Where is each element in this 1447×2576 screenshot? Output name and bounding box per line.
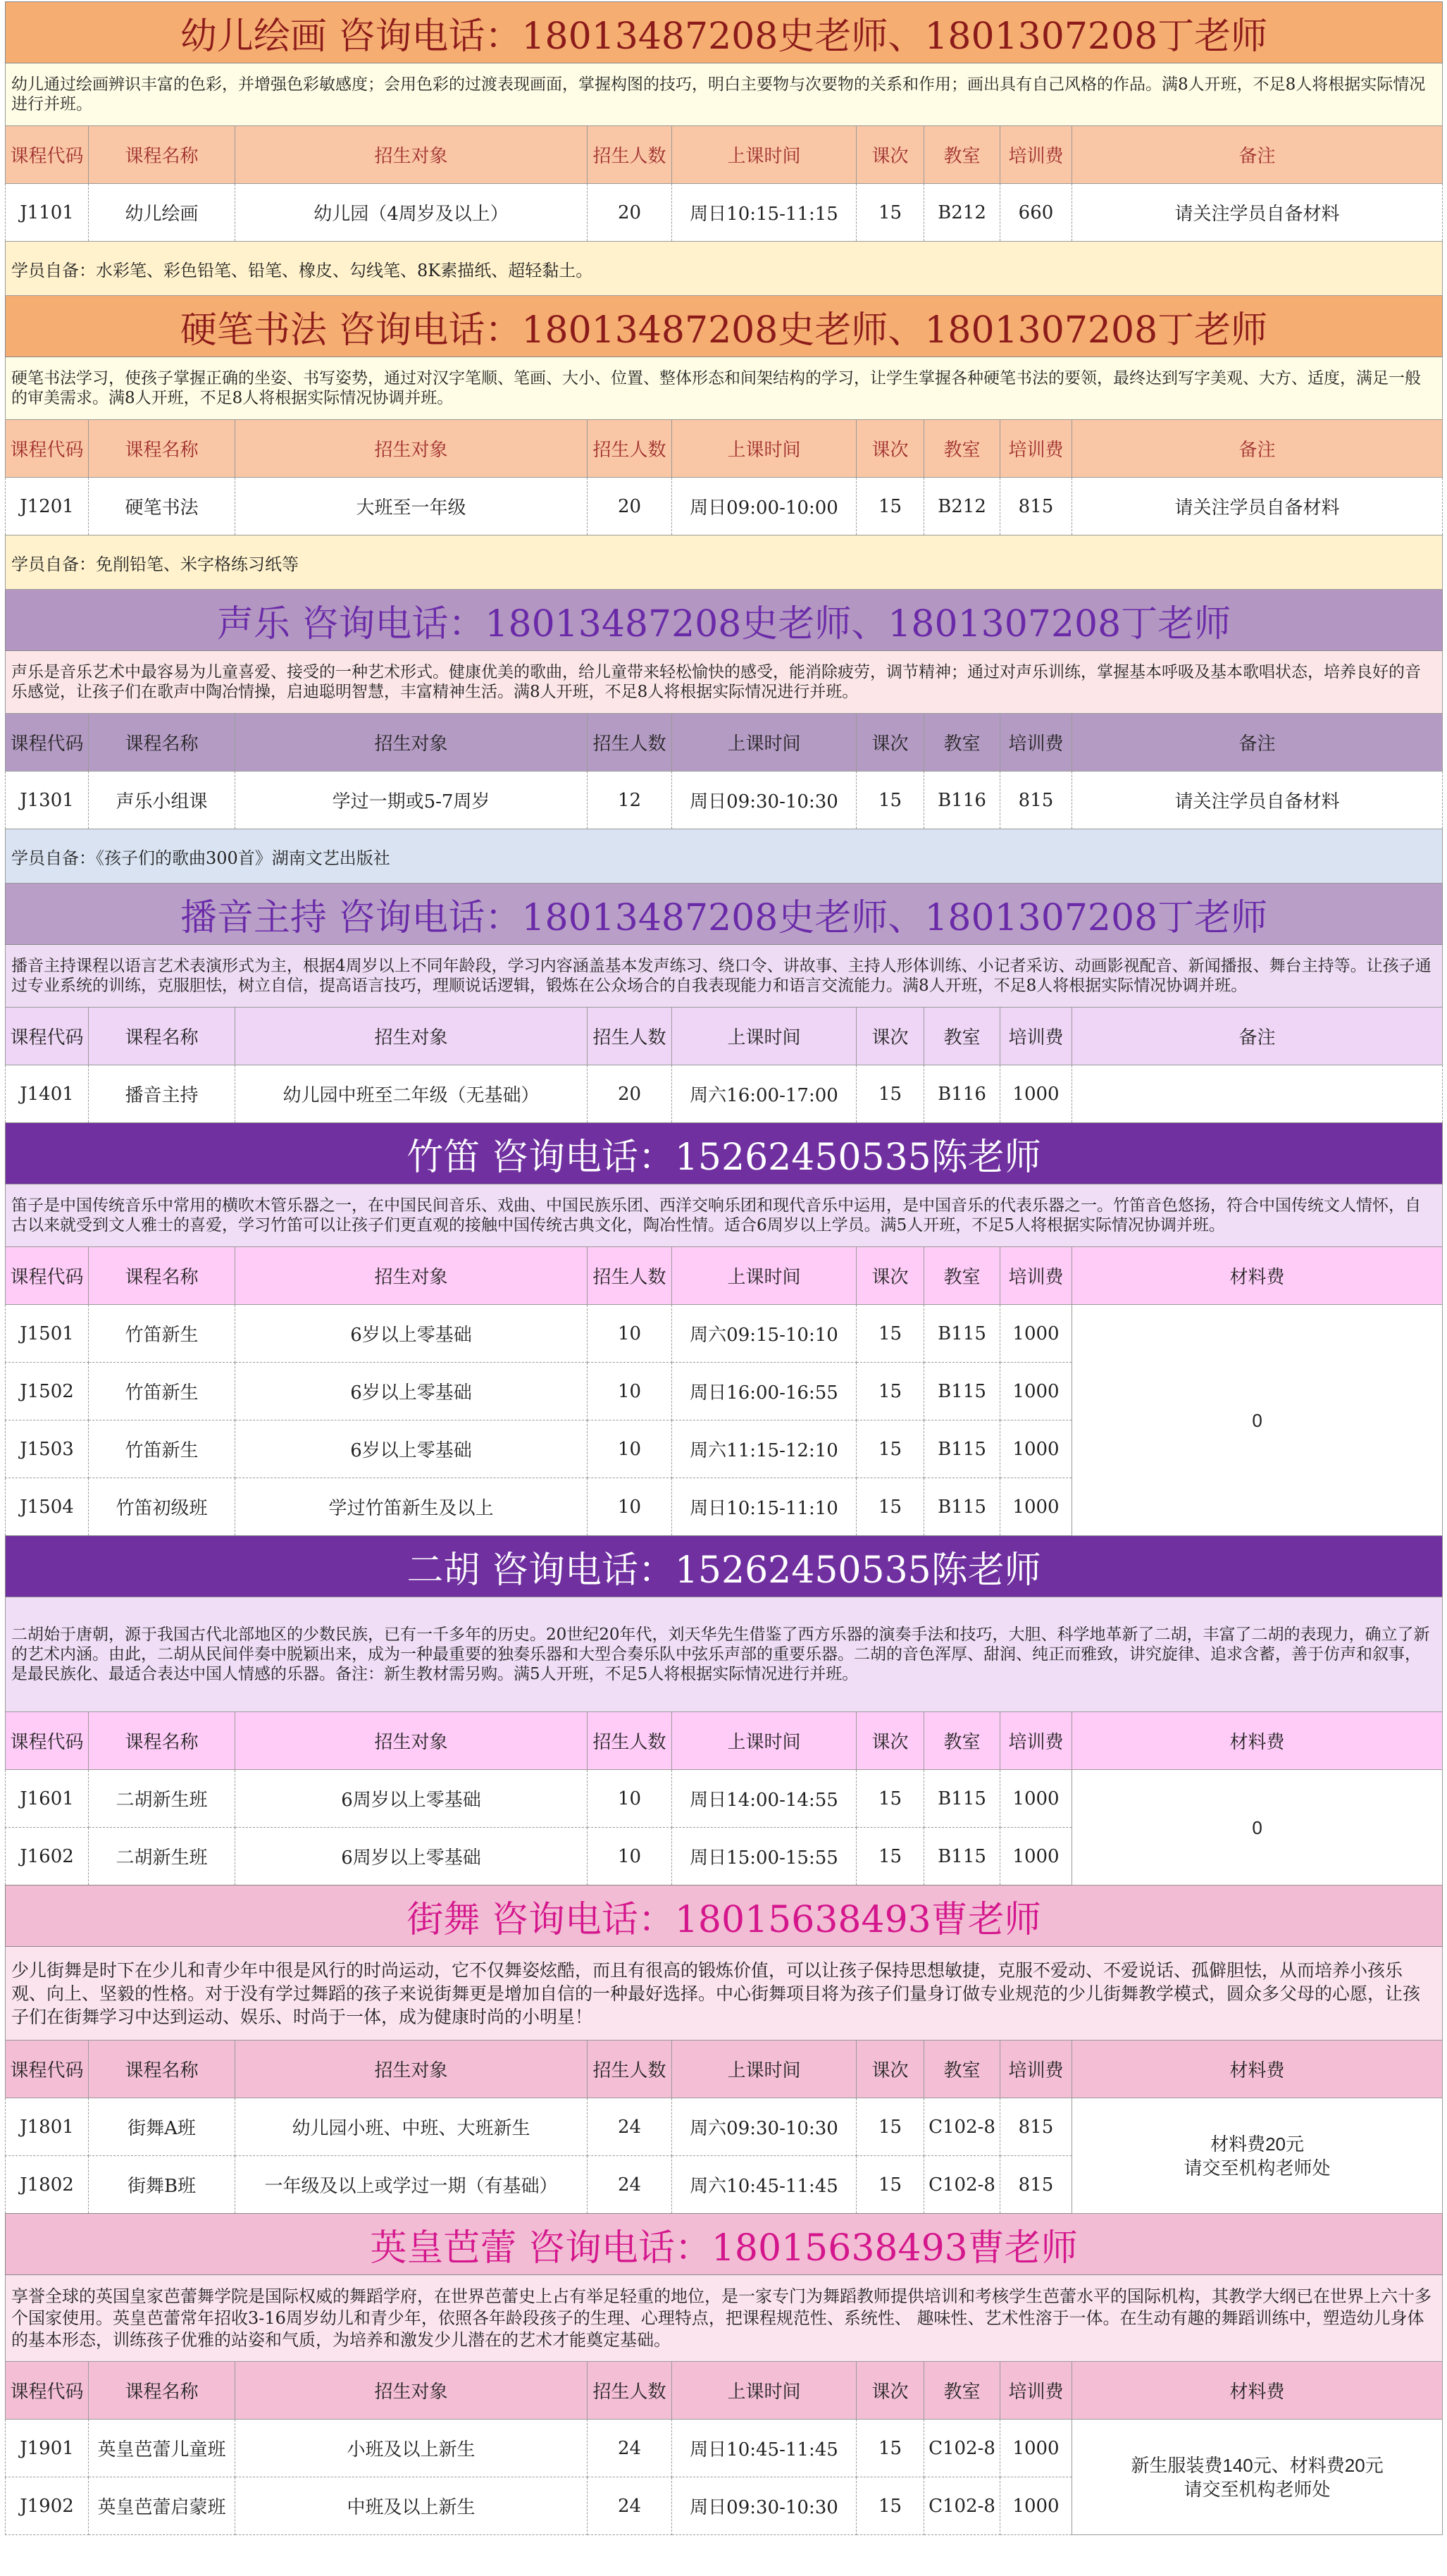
course-lessons: 15 <box>857 1065 924 1123</box>
section-desc-ballet: 享誉全球的英国皇家芭蕾舞学院是国际权威的舞蹈学府，在世界芭蕾史上占有举足轻重的地位，是一家专门为舞蹈教师提供培训和考核学生芭蕾水平的国际机构，其教学大纲已在世界上六十多个国家使用。英皇芭蕾常年招收3-16周岁幼儿和青少年，依照各年龄段孩子的生理、心理特点，把课程规范性、系统性、 趣味性、艺术性溶于一体。在生动有趣的舞蹈训练中，塑造幼儿身体的基本形态，训练孩子优雅的站姿和气质，为培养和激发少儿潜在的艺术才能奠定基础。 <box>6 2275 1443 2362</box>
header-name: 课程名称 <box>89 1712 235 1770</box>
header-time: 上课时间 <box>672 2362 857 2420</box>
table-row <box>6 772 1443 829</box>
course-time: 周日10:45-11:45 <box>672 2420 857 2477</box>
course-room: B115 <box>924 1770 1000 1828</box>
header-material: 材料费 <box>1072 2041 1443 2098</box>
table-row <box>6 1305 1443 1363</box>
course-room: B115 <box>924 1478 1000 1536</box>
course-target: 幼儿园中班至二年级（无基础） <box>235 1065 588 1123</box>
material-line: 请交至机构老师处 <box>1184 2478 1331 2500</box>
material-fee-ballet <box>1072 2420 1443 2535</box>
header-count: 招生人数 <box>588 126 672 184</box>
course-name: 英皇芭蕾儿童班 <box>89 2420 235 2477</box>
section-note-calligraphy: 学员自备：免削铅笔、米字格练习纸等 <box>6 535 1443 590</box>
course-room: C102-8 <box>924 2477 1000 2535</box>
course-room: C102-8 <box>924 2420 1000 2477</box>
header-name: 课程名称 <box>89 714 235 772</box>
course-fee: 1000 <box>1000 2477 1072 2535</box>
course-count: 24 <box>588 2098 672 2156</box>
header-code: 课程代码 <box>6 1008 89 1065</box>
table-row <box>6 2420 1443 2477</box>
course-count: 10 <box>588 1828 672 1885</box>
course-lessons: 15 <box>857 772 924 829</box>
section-note-painting: 学员自备：水彩笔、彩色铅笔、铅笔、橡皮、勾线笔、8K素描纸、超轻黏土。 <box>6 242 1443 296</box>
course-time: 周六09:15-10:10 <box>672 1305 857 1363</box>
header-room: 教室 <box>924 2041 1000 2098</box>
material-fee-erhu: 0 <box>1072 1770 1443 1885</box>
course-fee: 1000 <box>1000 1420 1072 1478</box>
course-time: 周日16:00-16:55 <box>672 1363 857 1420</box>
header-lessons: 课次 <box>857 420 924 478</box>
header-target: 招生对象 <box>235 1008 588 1065</box>
header-lessons: 课次 <box>857 126 924 184</box>
header-room: 教室 <box>924 714 1000 772</box>
course-lessons: 15 <box>857 1770 924 1828</box>
header-room: 教室 <box>924 2362 1000 2420</box>
header-fee: 培训费 <box>1000 420 1072 478</box>
course-target: 6岁以上零基础 <box>235 1420 588 1478</box>
course-time: 周日10:15-11:10 <box>672 1478 857 1536</box>
header-material: 材料费 <box>1072 1247 1443 1305</box>
header-room: 教室 <box>924 1712 1000 1770</box>
header-lessons: 课次 <box>857 1712 924 1770</box>
header-target: 招生对象 <box>235 1247 588 1305</box>
header-code: 课程代码 <box>6 1712 89 1770</box>
header-name: 课程名称 <box>89 126 235 184</box>
header-target: 招生对象 <box>235 2362 588 2420</box>
course-target: 大班至一年级 <box>235 478 588 535</box>
header-material: 材料费 <box>1072 1712 1443 1770</box>
header-code: 课程代码 <box>6 2362 89 2420</box>
course-remark <box>1072 1065 1443 1123</box>
header-time: 上课时间 <box>672 1247 857 1305</box>
course-code: J1501 <box>6 1305 89 1363</box>
header-target: 招生对象 <box>235 420 588 478</box>
course-name: 硬笔书法 <box>89 478 235 535</box>
course-lessons: 15 <box>857 2477 924 2535</box>
header-room: 教室 <box>924 420 1000 478</box>
header-time: 上课时间 <box>672 420 857 478</box>
course-room: B115 <box>924 1363 1000 1420</box>
header-time: 上课时间 <box>672 126 857 184</box>
course-fee: 1000 <box>1000 1305 1072 1363</box>
table-row <box>6 1770 1443 1828</box>
course-name: 竹笛初级班 <box>89 1478 235 1536</box>
course-count: 10 <box>588 1420 672 1478</box>
header-remark: 备注 <box>1072 1008 1443 1065</box>
header-count: 招生人数 <box>588 1712 672 1770</box>
course-code: J1301 <box>6 772 89 829</box>
header-lessons: 课次 <box>857 2362 924 2420</box>
section-desc-painting: 幼儿通过绘画辨识丰富的色彩，并增强色彩敏感度；会用色彩的过渡表现画面，掌握构图的技巧，明白主要物与次要物的关系和作用；画出具有自己风格的作品。满8人开班，不足8人将根据实际情况进行并班。 <box>6 63 1443 126</box>
section-title-erhu: 二胡 咨询电话：15262450535陈老师 <box>6 1536 1443 1597</box>
header-fee: 培训费 <box>1000 1008 1072 1065</box>
course-lessons: 15 <box>857 2156 924 2214</box>
header-time: 上课时间 <box>672 1712 857 1770</box>
course-lessons: 15 <box>857 478 924 535</box>
header-name: 课程名称 <box>89 420 235 478</box>
section-title-vocal: 声乐 咨询电话：18013487208史老师、1801307208丁老师 <box>6 590 1443 651</box>
header-name: 课程名称 <box>89 2362 235 2420</box>
header-room: 教室 <box>924 126 1000 184</box>
course-count: 10 <box>588 1770 672 1828</box>
course-count: 24 <box>588 2477 672 2535</box>
section-desc-hiphop: 少儿街舞是时下在少儿和青少年中很是风行的时尚运动，它不仅舞姿炫酷，而且有很高的锻炼价值，可以让孩子保持思想敏捷，克服不爱动、不爱说话、孤僻胆怯，从而培养小孩乐观、向上、坚毅的性格。对于没有学过舞蹈的孩子来说街舞更是增加自信的一种最好选择。中心街舞项目将为孩子们量身订做专业规范的少儿街舞教学模式，圆众多父母的心愿，让孩子们在街舞学习中达到运动、娱乐、时尚于一体，成为健康时尚的小明星！ <box>6 1947 1443 2041</box>
header-fee: 培训费 <box>1000 714 1072 772</box>
header-remark: 备注 <box>1072 714 1443 772</box>
course-sheet <box>5 0 1442 2535</box>
material-fee-hiphop <box>1072 2098 1443 2214</box>
course-code: J1601 <box>6 1770 89 1828</box>
header-count: 招生人数 <box>588 2362 672 2420</box>
course-fee: 815 <box>1000 2156 1072 2214</box>
course-code: J1802 <box>6 2156 89 2214</box>
section-title-hiphop: 街舞 咨询电话：18015638493曹老师 <box>6 1885 1443 1947</box>
course-lessons: 15 <box>857 184 924 242</box>
course-target: 学过一期或5-7周岁 <box>235 772 588 829</box>
section-desc-broadcast: 播音主持课程以语言艺术表演形式为主，根据4周岁以上不同年龄段，学习内容涵盖基本发声练习、绕口令、讲故事、主持人形体训练、小记者采访、动画影视配音、新闻播报、舞台主持等。让孩子通过专业系统的训练，克服胆怯，树立自信，提高语言技巧，理顺说话逻辑，锻炼在公众场合的自我表现能力和语言交流能力。满8人开班，不足8人将根据实际情况协调并班。 <box>6 945 1443 1008</box>
header-fee: 培训费 <box>1000 2362 1072 2420</box>
course-name: 竹笛新生 <box>89 1363 235 1420</box>
course-time: 周日15:00-15:55 <box>672 1828 857 1885</box>
header-room: 教室 <box>924 1247 1000 1305</box>
table-row <box>6 184 1443 242</box>
header-count: 招生人数 <box>588 420 672 478</box>
course-count: 24 <box>588 2420 672 2477</box>
course-time: 周六16:00-17:00 <box>672 1065 857 1123</box>
header-lessons: 课次 <box>857 714 924 772</box>
course-fee: 815 <box>1000 772 1072 829</box>
course-lessons: 15 <box>857 1420 924 1478</box>
section-desc-vocal: 声乐是音乐艺术中最容易为儿童喜爱、接受的一种艺术形式。健康优美的歌曲，给儿童带来轻松愉快的感受，能消除疲劳，调节精神；通过对声乐训练，掌握基本呼吸及基本歌唱状态，培养良好的音乐感觉，让孩子们在歌声中陶冶情操，启迪聪明智慧，丰富精神生活。满8人开班，不足8人将根据实际情况进行并班。 <box>6 651 1443 714</box>
course-room: C102-8 <box>924 2156 1000 2214</box>
course-fee: 1000 <box>1000 1770 1072 1828</box>
header-count: 招生人数 <box>588 1008 672 1065</box>
course-target: 幼儿园小班、中班、大班新生 <box>235 2098 588 2156</box>
header-code: 课程代码 <box>6 126 89 184</box>
header-lessons: 课次 <box>857 1008 924 1065</box>
section-title-ballet: 英皇芭蕾 咨询电话：18015638493曹老师 <box>6 2214 1443 2275</box>
course-name: 竹笛新生 <box>89 1420 235 1478</box>
course-count: 12 <box>588 772 672 829</box>
course-count: 20 <box>588 478 672 535</box>
course-target: 6岁以上零基础 <box>235 1305 588 1363</box>
section-desc-erhu: 二胡始于唐朝，源于我国古代北部地区的少数民族，已有一千多年的历史。20世纪20年代，刘天华先生借鉴了西方乐器的演奏手法和技巧，大胆、科学地革新了二胡，丰富了二胡的表现力，确立了新的艺术内涵。由此，二胡从民间伴奏中脱颖出来，成为一种最重要的独奏乐器和大型合奏乐队中弦乐声部的重要乐器。二胡的音色浑厚、甜润、纯正而雅致，讲究旋律、追求含蓄，善于仿声和叙事，是最民族化、最适合表达中国人情感的乐器。备注：新生教材需另购。满5人开班，不足5人将根据实际情况进行并班。 <box>6 1597 1443 1712</box>
course-code: J1503 <box>6 1420 89 1478</box>
course-time: 周日09:30-10:30 <box>672 772 857 829</box>
header-code: 课程代码 <box>6 420 89 478</box>
section-title-broadcast: 播音主持 咨询电话：18013487208史老师、1801307208丁老师 <box>6 884 1443 945</box>
course-fee: 1000 <box>1000 1065 1072 1123</box>
course-code: J1201 <box>6 478 89 535</box>
course-code: J1901 <box>6 2420 89 2477</box>
course-room: B116 <box>924 1065 1000 1123</box>
course-time: 周六09:30-10:30 <box>672 2098 857 2156</box>
header-target: 招生对象 <box>235 1712 588 1770</box>
header-count: 招生人数 <box>588 1247 672 1305</box>
course-time: 周日09:30-10:30 <box>672 2477 857 2535</box>
course-code: J1401 <box>6 1065 89 1123</box>
course-name: 播音主持 <box>89 1065 235 1123</box>
header-time: 上课时间 <box>672 1008 857 1065</box>
course-remark: 请关注学员自备材料 <box>1072 772 1443 829</box>
header-lessons: 课次 <box>857 1247 924 1305</box>
course-time: 周日14:00-14:55 <box>672 1770 857 1828</box>
course-lessons: 15 <box>857 1478 924 1536</box>
section-note-vocal: 学员自备：《孩子们的歌曲300首》湖南文艺出版社 <box>6 829 1443 884</box>
course-code: J1902 <box>6 2477 89 2535</box>
course-code: J1801 <box>6 2098 89 2156</box>
course-time: 周六10:45-11:45 <box>672 2156 857 2214</box>
course-count: 10 <box>588 1305 672 1363</box>
header-code: 课程代码 <box>6 2041 89 2098</box>
material-fee-flute: 0 <box>1072 1305 1443 1536</box>
course-target: 学过竹笛新生及以上 <box>235 1478 588 1536</box>
course-target: 6周岁以上零基础 <box>235 1770 588 1828</box>
header-fee: 培训费 <box>1000 1712 1072 1770</box>
course-remark: 请关注学员自备材料 <box>1072 478 1443 535</box>
header-code: 课程代码 <box>6 714 89 772</box>
header-time: 上课时间 <box>672 714 857 772</box>
header-count: 招生人数 <box>588 2041 672 2098</box>
material-line: 请交至机构老师处 <box>1184 2157 1331 2179</box>
course-lessons: 15 <box>857 1305 924 1363</box>
course-name: 竹笛新生 <box>89 1305 235 1363</box>
header-material: 材料费 <box>1072 2362 1443 2420</box>
course-fee: 1000 <box>1000 1363 1072 1420</box>
course-room: B116 <box>924 772 1000 829</box>
course-time: 周日10:15-11:15 <box>672 184 857 242</box>
course-room: B115 <box>924 1305 1000 1363</box>
course-room: B115 <box>924 1828 1000 1885</box>
course-target: 6周岁以上零基础 <box>235 1828 588 1885</box>
section-title-calligraphy: 硬笔书法 咨询电话：18013487208史老师、1801307208丁老师 <box>6 296 1443 357</box>
header-lessons: 课次 <box>857 2041 924 2098</box>
course-count: 20 <box>588 1065 672 1123</box>
course-name: 声乐小组课 <box>89 772 235 829</box>
header-time: 上课时间 <box>672 2041 857 2098</box>
course-room: B212 <box>924 478 1000 535</box>
course-target: 一年级及以上或学过一期（有基础） <box>235 2156 588 2214</box>
course-name: 街舞B班 <box>89 2156 235 2214</box>
course-room: B212 <box>924 184 1000 242</box>
header-remark: 备注 <box>1072 126 1443 184</box>
course-lessons: 15 <box>857 2098 924 2156</box>
header-fee: 培训费 <box>1000 2041 1072 2098</box>
course-lessons: 15 <box>857 1828 924 1885</box>
course-count: 10 <box>588 1363 672 1420</box>
course-name: 街舞A班 <box>89 2098 235 2156</box>
course-count: 20 <box>588 184 672 242</box>
material-line: 新生服装费140元、材料费20元 <box>1131 2454 1384 2476</box>
header-name: 课程名称 <box>89 1247 235 1305</box>
course-target: 幼儿园（4周岁及以上） <box>235 184 588 242</box>
course-count: 10 <box>588 1478 672 1536</box>
header-target: 招生对象 <box>235 2041 588 2098</box>
course-fee: 815 <box>1000 2098 1072 2156</box>
course-lessons: 15 <box>857 2420 924 2477</box>
course-target: 小班及以上新生 <box>235 2420 588 2477</box>
course-code: J1504 <box>6 1478 89 1536</box>
course-code: J1602 <box>6 1828 89 1885</box>
course-fee: 1000 <box>1000 1828 1072 1885</box>
table-row <box>6 2098 1443 2156</box>
course-lessons: 15 <box>857 1363 924 1420</box>
course-name: 二胡新生班 <box>89 1770 235 1828</box>
course-fee: 1000 <box>1000 1478 1072 1536</box>
course-time: 周日09:00-10:00 <box>672 478 857 535</box>
table-row <box>6 1065 1443 1123</box>
course-name: 二胡新生班 <box>89 1828 235 1885</box>
course-name: 英皇芭蕾启蒙班 <box>89 2477 235 2535</box>
section-title-flute: 竹笛 咨询电话：15262450535陈老师 <box>6 1123 1443 1184</box>
header-code: 课程代码 <box>6 1247 89 1305</box>
header-fee: 培训费 <box>1000 1247 1072 1305</box>
section-title-painting: 幼儿绘画 咨询电话：18013487208史老师、1801307208丁老师 <box>6 2 1443 63</box>
course-name: 幼儿绘画 <box>89 184 235 242</box>
course-fee: 1000 <box>1000 2420 1072 2477</box>
course-table <box>5 1 1443 2535</box>
header-name: 课程名称 <box>89 2041 235 2098</box>
course-remark: 请关注学员自备材料 <box>1072 184 1443 242</box>
material-line: 材料费20元 <box>1210 2133 1304 2155</box>
header-fee: 培训费 <box>1000 126 1072 184</box>
course-room: C102-8 <box>924 2098 1000 2156</box>
course-fee: 815 <box>1000 478 1072 535</box>
header-target: 招生对象 <box>235 126 588 184</box>
course-fee: 660 <box>1000 184 1072 242</box>
header-room: 教室 <box>924 1008 1000 1065</box>
course-code: J1502 <box>6 1363 89 1420</box>
course-room: B115 <box>924 1420 1000 1478</box>
header-target: 招生对象 <box>235 714 588 772</box>
section-desc-calligraphy: 硬笔书法学习，使孩子掌握正确的坐姿、书写姿势，通过对汉字笔顺、笔画、大小、位置、整体形态和间架结构的学习，让学生掌握各种硬笔书法的要领，最终达到写字美观、大方、适度，满足一般的审美需求。满8人开班，不足8人将根据实际情况协调并班。 <box>6 357 1443 420</box>
course-target: 中班及以上新生 <box>235 2477 588 2535</box>
header-count: 招生人数 <box>588 714 672 772</box>
course-target: 6岁以上零基础 <box>235 1363 588 1420</box>
section-desc-flute: 笛子是中国传统音乐中常用的横吹木管乐器之一，在中国民间音乐、戏曲、中国民族乐团、西洋交响乐团和现代音乐中运用，是中国音乐的代表乐器之一。竹笛音色悠扬，符合中国传统文人情怀，自古以来就受到文人雅士的喜爱，学习竹笛可以让孩子们更直观的接触中国传统古典文化，陶冶性情。适合6周岁以上学员。满5人开班，不足5人将根据实际情况协调并班。 <box>6 1184 1443 1247</box>
header-remark: 备注 <box>1072 420 1443 478</box>
header-name: 课程名称 <box>89 1008 235 1065</box>
course-code: J1101 <box>6 184 89 242</box>
course-time: 周六11:15-12:10 <box>672 1420 857 1478</box>
table-row <box>6 478 1443 535</box>
course-count: 24 <box>588 2156 672 2214</box>
